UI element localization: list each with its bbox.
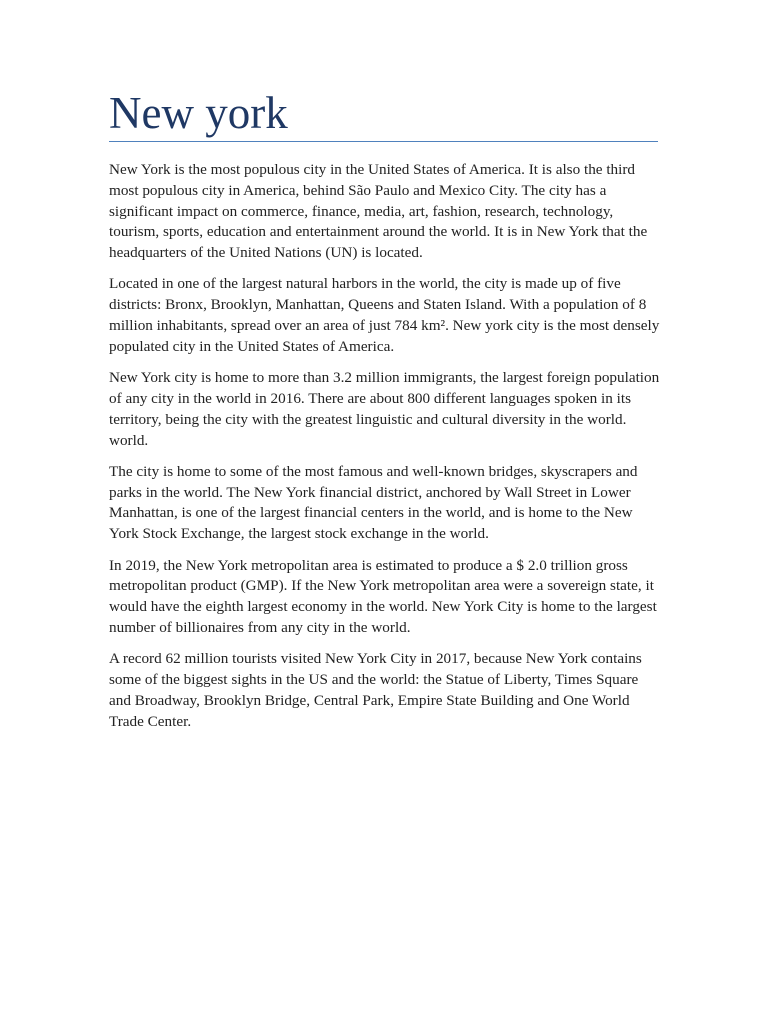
paragraph-districts: Located in one of the largest natural harbors in the world, the city is made up of five districts: Bronx, Brooklyn, Manhattan, Queens and Staten Island. With a population of 8 million inhabitants, spread over an area of just 784 km². New york city is the most densely populated city in the United States of America. bbox=[109, 275, 660, 355]
paragraph-immigrants: New York city is home to more than 3.2 million immigrants, the largest foreign population of any city in the world in 2016. There are about 800 different languages spoken in its territory, being the city with the greatest linguistic and cultural diversity in the world. world. bbox=[109, 369, 660, 449]
paragraph-intro: New York is the most populous city in the United States of America. It is also the third most populous city in America, behind São Paulo and Mexico City. The city has a significant impact on commerce, finance, media, art, fashion, research, technology, tourism, sports, education and entertainment around the world. It is in New York that the headquarters of the United Nations (UN) is located. bbox=[109, 161, 648, 262]
document-body bbox=[109, 160, 661, 743]
title-underline bbox=[109, 141, 658, 142]
paragraph-tourism: A record 62 million tourists visited New York City in 2017, because New York contains some of the biggest sights in the US and the world: the Statue of Liberty, Times Square and Broadway, Brooklyn Bridge, Central Park, Empire State Building and One World Trade Center. bbox=[109, 650, 642, 730]
paragraph-landmarks-finance: The city is home to some of the most famous and well-known bridges, skyscrapers and parks in the world. The New York financial district, anchored by Wall Street in Lower Manhattan, is one of the largest financial centers in the world, and is home to the New York Stock Exchange, the largest stock exchange in the world. bbox=[109, 462, 638, 543]
page-title: New york bbox=[109, 88, 288, 138]
paragraph-economy: In 2019, the New York metropolitan area is estimated to produce a $ 2.0 trillion gross metropolitan product (GMP). If the New York metropolitan area were a sovereign state, it would have the eighth largest economy in the world. New York City is home to the largest number of billionaires from any city in the world. bbox=[109, 556, 657, 636]
